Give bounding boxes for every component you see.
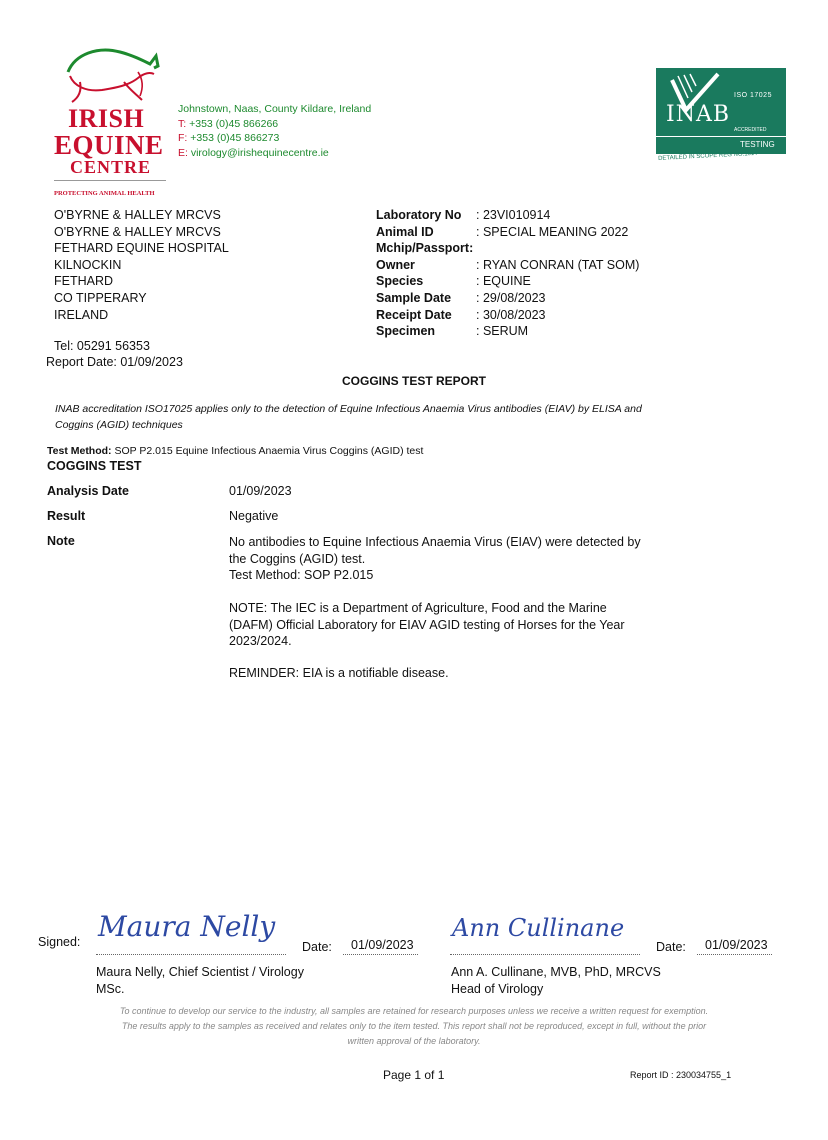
report-id: Report ID : 230034755_1 (630, 1070, 732, 1080)
footer-disclaimer: To continue to develop our service to the industry, all samples are retained for research purposes unless we receive a written request for exemption. The results apply to the samples as received and relates only to the item tested. This report shall not be reproduced, except in full, without the prior written approval of the laboratory. (119, 1006, 709, 1046)
inab-scope: DETAILED IN SCOPE REG NO.151T (658, 150, 759, 162)
date-label-2: Date: (656, 940, 686, 954)
signature-1-line (96, 904, 286, 955)
reminder: REMINDER: EIA is a notifiable disease. (229, 666, 449, 680)
sig1-date: 01/09/2023 (343, 938, 418, 955)
info-row-laboratory-no: Laboratory No : 23VI010914 (376, 208, 551, 222)
inab-accredited: ACCREDITED (734, 127, 767, 133)
recipient-address (54, 207, 229, 323)
sig2-date: 01/09/2023 (697, 938, 772, 955)
logo-tagline: PROTECTING ANIMAL HEALTH (54, 180, 166, 200)
page-number: Page 1 of 1 (383, 1068, 445, 1082)
address-line: CO TIPPERARY (54, 290, 147, 305)
result-value: Negative (229, 509, 279, 523)
lab-fax: F: +353 (0)45 866273 (178, 132, 280, 144)
inab-testing: TESTING (740, 140, 775, 149)
horse-logo-icon (50, 42, 168, 104)
signature-2: Ann Cullinane (452, 914, 625, 942)
sig2-name: Ann A. Cullinane, MVB, PhD, MRCVS Head of Virology (451, 965, 661, 996)
inab-badge (656, 68, 786, 168)
info-row-specimen: Specimen : SERUM (376, 324, 529, 339)
inab-iso: ISO 17025 (734, 92, 772, 99)
section-title: COGGINS TEST (47, 459, 142, 473)
note-label: Note (47, 534, 75, 548)
accreditation-note: INAB accreditation ISO17025 applies only to the detection of Equine Infectious Anaemia Virus antibodies (EIAV) by ELISA and Coggins (AGID) techniques (55, 403, 642, 431)
info-row-species: Species : EQUINE (376, 274, 531, 289)
inab-brand: INAB (666, 102, 730, 127)
lab-phone: T: +353 (0)45 866266 (178, 117, 279, 130)
logo-word-irish: IRISH (68, 104, 145, 133)
logo-word-centre: CENTRE (70, 157, 152, 177)
result-label: Result (47, 509, 86, 523)
recipient-tel: Tel: 05291 56353 (54, 339, 150, 353)
date-label-1: Date: (302, 940, 332, 954)
lab-contact (178, 102, 371, 160)
address-line: IRELAND (54, 307, 109, 322)
analysis-date-label: Analysis Date (47, 484, 129, 498)
info-row-mchip: Mchip/Passport: (376, 241, 474, 256)
info-row-receipt-date: Receipt Date : 30/08/2023 (376, 307, 546, 322)
logo-word-equine: EQUINE (54, 130, 164, 160)
signature-2-line (450, 904, 640, 955)
lab-logo (50, 42, 168, 197)
info-row-animal-id: Animal ID : SPECIAL MEANING 2022 (376, 224, 629, 239)
sample-info (376, 207, 639, 340)
address-line: FETHARD (54, 274, 114, 289)
address-line: FETHARD EQUINE HOSPITAL (54, 241, 229, 256)
note-text: No antibodies to Equine Infectious Anaemia Virus (EIAV) were detected by the Coggins (AGID) test. Test Method: SOP P2.015 (229, 535, 641, 582)
address-line: O'BYRNE & HALLEY MRCVS (54, 208, 221, 222)
lab-address: Johnstown, Naas, County Kildare, Ireland (178, 103, 372, 115)
lab-email[interactable]: E: virology@irishequinecentre.ie (178, 146, 329, 159)
sig1-name: Maura Nelly, Chief Scientist / Virology MSc. (96, 965, 304, 996)
report-date: Report Date: 01/09/2023 (46, 355, 183, 369)
report-title: COGGINS TEST REPORT (341, 374, 486, 388)
dafm-note: NOTE: The IEC is a Department of Agriculture, Food and the Marine (DAFM) Official Laboratory for EIAV AGID testing of Horses for the Year 2023/2024. (229, 601, 625, 648)
address-line: O'BYRNE & HALLEY MRCVS (54, 224, 221, 239)
info-row-sample-date: Sample Date : 29/08/2023 (376, 290, 546, 305)
test-method: Test Method: SOP P2.015 Equine Infectious Anaemia Virus Coggins (AGID) test (47, 445, 424, 457)
analysis-date-value: 01/09/2023 (229, 484, 292, 498)
signature-1: Maura Nelly (98, 910, 276, 943)
signed-label: Signed: (38, 935, 81, 949)
info-row-owner: Owner : RYAN CONRAN (TAT SOM) (376, 257, 640, 272)
address-line: KILNOCKIN (54, 257, 122, 272)
